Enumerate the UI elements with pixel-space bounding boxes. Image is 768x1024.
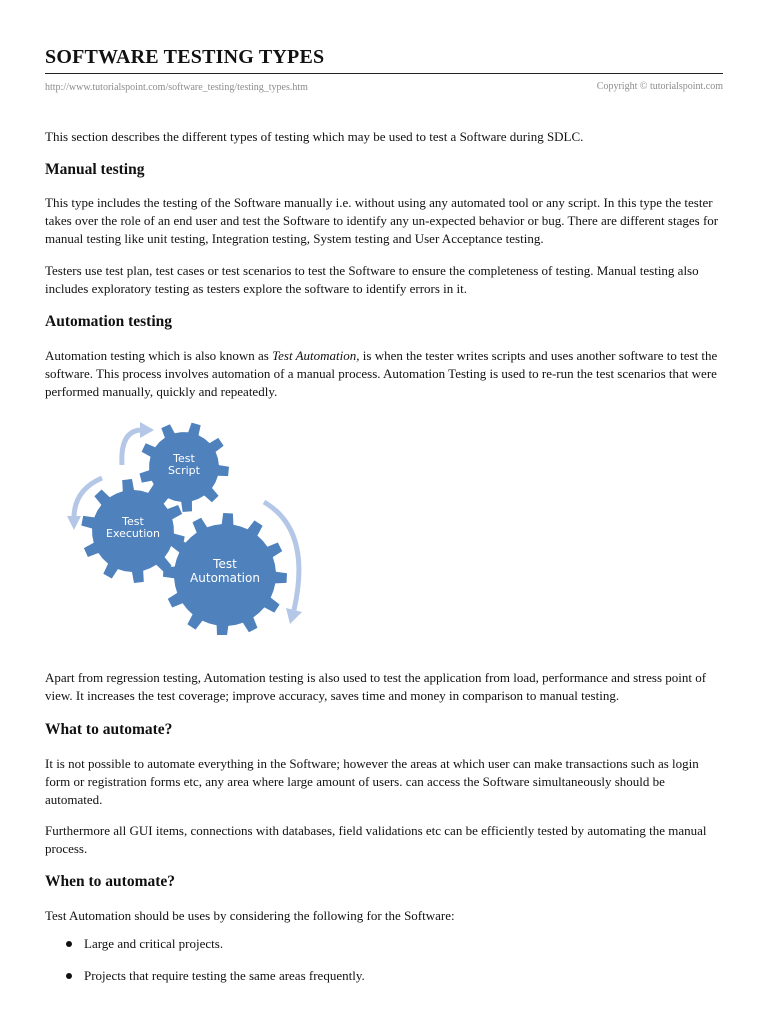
manual-testing-paragraph-1: This type includes the testing of the Software manually i.e. without using any automated tool or any script. In this type the tester takes over the role of an end user and test the Software to identify any un-expected behavior or bug. There are different stages for manual testing like unit testing, Integration testing, System testing and User Acceptance testing. <box>45 195 719 246</box>
gear-execution-label-1: Test <box>122 515 144 528</box>
arrow-arc-to-script <box>122 430 140 465</box>
gear-automation-label-1: Test <box>213 557 237 571</box>
automation-p1-end: , is when the tester writes scripts and uses another software to test the software. This process involves automation of a manual process. Automation Testing is used to re-run the test scenarios that were performed manually, quickly and repeatedly. <box>45 348 718 399</box>
intro-paragraph: This section describes the different types of testing which may be used to test a Software during SDLC. <box>45 129 584 144</box>
what-to-automate-paragraph-2: Furthermore all GUI items, connections with databases, field validations etc can be efficiently tested by automating the manual process. <box>45 823 707 856</box>
gear-script-label-1: Test <box>173 452 195 465</box>
when-to-automate-list <box>45 935 723 999</box>
gear-script-label-2: Script <box>168 464 200 477</box>
test-automation-term: Test Automation <box>272 348 357 363</box>
copyright-notice: Copyright © tutorialspoint.com <box>596 81 723 92</box>
bullet-icon <box>66 973 72 979</box>
bullet-icon <box>66 941 72 947</box>
source-url[interactable]: http://www.tutorialspoint.com/software_testing/testing_types.htm <box>45 82 308 93</box>
arrow-head-to-execution-icon <box>67 516 81 530</box>
gear-automation-label-2: Automation <box>190 571 260 585</box>
test-automation-cycle-diagram <box>62 410 322 635</box>
gear-execution-label-2: Execution <box>106 527 160 540</box>
automation-p1-start: Automation testing which is also known as <box>45 348 273 363</box>
what-to-automate-heading: What to automate? <box>45 721 173 738</box>
automation-testing-paragraph-1 <box>45 347 723 401</box>
list-item <box>45 935 723 967</box>
arrow-head-to-automation-icon <box>286 608 302 624</box>
list-item-text: Projects that require testing the same areas frequently. <box>84 968 365 983</box>
automation-testing-heading: Automation testing <box>45 313 173 330</box>
when-to-automate-paragraph: Test Automation should be uses by considering the following for the Software: <box>45 908 455 923</box>
title-divider <box>45 73 723 74</box>
manual-testing-paragraph-2: Testers use test plan, test cases or test scenarios to test the Software to ensure the completeness of testing. Manual testing also includes exploratory testing as testers explore the software to identify errors in it. <box>45 263 699 296</box>
list-item <box>45 967 723 999</box>
list-item-text: Large and critical projects. <box>84 936 224 951</box>
manual-testing-heading: Manual testing <box>45 161 145 178</box>
page-title: SOFTWARE TESTING TYPES <box>45 46 325 68</box>
what-to-automate-paragraph-1: It is not possible to automate everything in the Software; however the areas at which user can make transactions such as login form or registration forms etc, any area where large amount of users. can access the Software simultaneously should be automated. <box>45 756 699 807</box>
when-to-automate-heading: When to automate? <box>45 873 176 890</box>
arrow-head-to-script-icon <box>140 422 154 438</box>
automation-testing-paragraph-2: Apart from regression testing, Automation testing is also used to test the application from load, performance and stress point of view. It increases the test coverage; improve accuracy, saves time and money in comparison to manual testing. <box>45 670 707 703</box>
